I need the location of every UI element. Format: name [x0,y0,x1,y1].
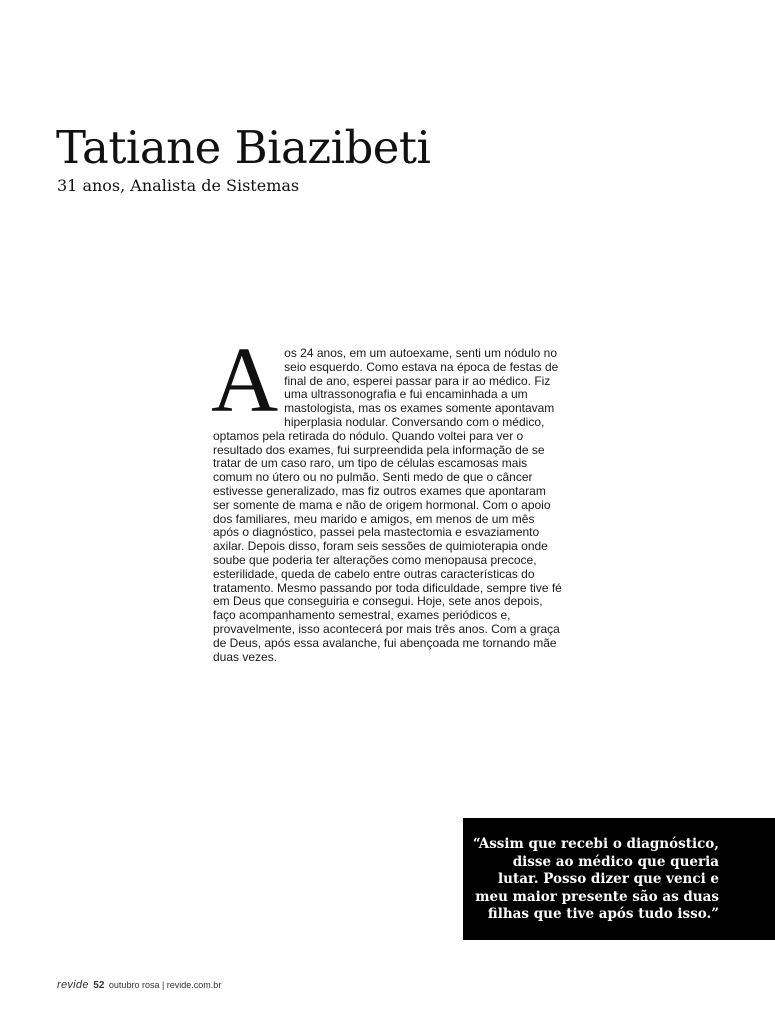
article-text: os 24 anos, em um autoexame, senti um nódulo no seio esquerdo. Como estava na época de festas de final de ano, esperei passar para ir ao médico. Fiz uma ultrassonografia e fui encaminhada a um mastologista, mas os exames somente apontavam hiperplasia nodular. Conversando com o médico, optamos pela retirada do nódulo. Quando voltei para ver o resultado dos exames, fui surpreendida pela informação de se tratar de um caso raro, um tipo de células escamosas mais comum no útero ou no pulmão. Senti medo de que o câncer estivesse generalizado, mas fiz outros exames que apontaram ser somente de mama e não de origem hormonal. Com o apoio dos familiares, meu marido e amigos, em menos de um mês após o diagnóstico, passei pela mastectomia e esvaziamento axilar. Depois disso, foram seis sessões de quimioterapia onde soube que poderia ter alterações como menopausa precoce, esterilidade, queda de cabelo entre outras características do tratamento. Mesmo passando por toda dificuldade, sempre tive fé em Deus que conseguiria e consegui. Hoje, sete anos depois, faço acompanhamento semestral, exames periódicos e, provavelmente, isso acontecerá por mais três anos. Com a graça de Deus, após essa avalanche, fui abençoada me tornando mãe duas vezes. [213,346,562,664]
footer-section: outubro rosa | revide.com.br [108,980,222,990]
pull-quote-box [463,818,775,940]
pull-quote-text: “Assim que recebi o diagnóstico, disse ao médico que queria lutar. Posso dizer que venci e meu maior presente são as duas filhas que tive após tudo isso.” [472,836,719,922]
drop-cap: A [211,329,279,432]
page-number: 52 [93,980,105,991]
footer-brand: revide [57,979,89,991]
page-title: Tatiane Biazibeti [56,121,431,174]
article-body [211,329,563,664]
page-subtitle: 31 anos, Analista de Sistemas [57,176,300,195]
page-footer [57,979,221,992]
